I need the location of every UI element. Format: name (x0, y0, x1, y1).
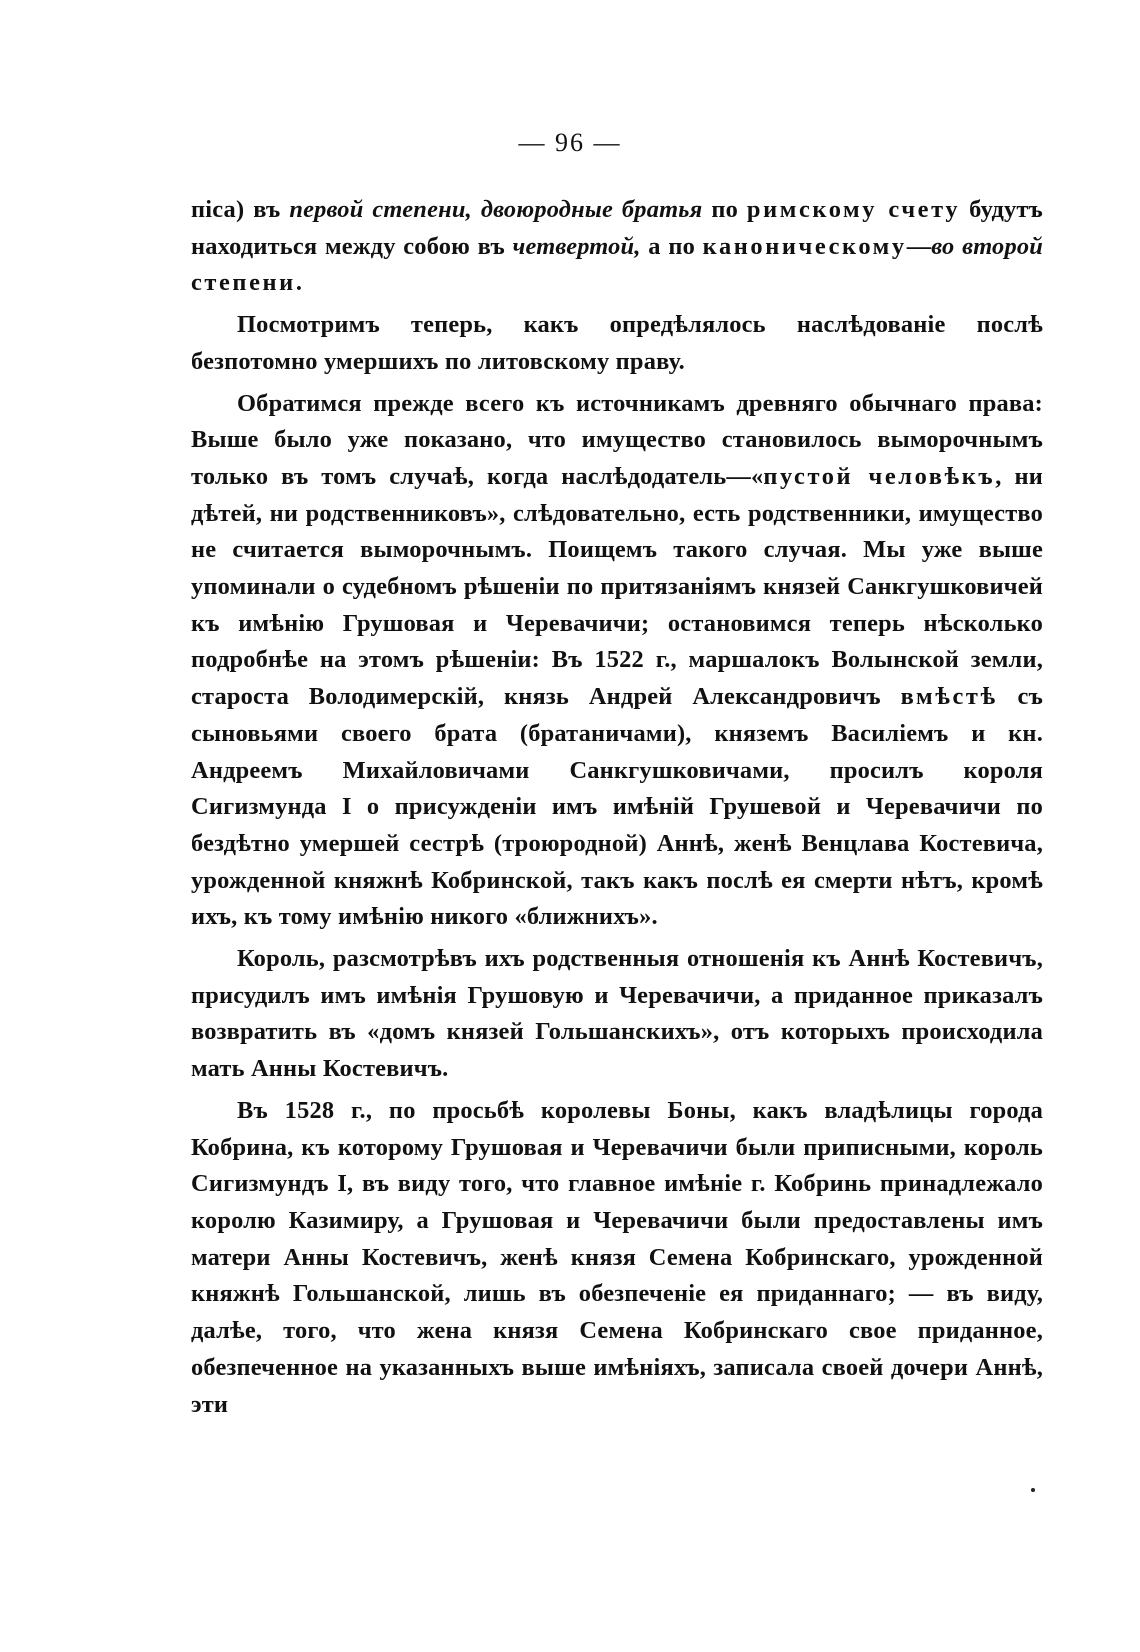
p1-italic-fourth: четвертой, (512, 232, 641, 260)
paragraph-4: Король, разсмотрѣвъ ихъ родственныя отношенія къ Аннѣ Костевичъ, присудилъ имъ имѣнія Грушовую и Черевачичи, а приданное приказалъ возвратить въ «домъ князей Гольшанскихъ», отъ которыхъ происходила мать Анны Костевичъ. (191, 945, 1043, 1083)
p3-text-a: Обратимся прежде всего къ источникамъ древняго обычнаго права: Выше было уже показано, что имущество становилось выморочнымъ только въ томъ случаѣ, когда наслѣдодатель—« (191, 389, 1043, 490)
body-text (191, 192, 1043, 1428)
p1-italic-degree: первой степени, двоюродные братья (289, 196, 703, 223)
p1-italic-second: во второй (931, 232, 1044, 260)
p3-text-b: , ни дѣтей, ни родственниковъ», слѣдовательно, есть родственники, имущество не считается выморочнымъ. Поищемъ такого случая. Мы уже выше упоминали о судебномъ рѣшеніи по притязаніямъ князей Санкгушковичей къ имѣнію Грушовая и Черевачичи; остановимся теперь нѣсколько подробнѣе на этомъ рѣшеніи: Въ 1522 г., маршалокъ Волынской земли, староста Володимерскій, князь Андрей Александровичъ (191, 462, 1043, 711)
p1-text-d: а по (640, 232, 703, 260)
page-number: — 96 — (518, 128, 622, 157)
paragraph-3 (191, 386, 1043, 937)
paragraph-5: Въ 1528 г., по просьбѣ королевы Боны, какъ владѣлицы города Кобрина, къ которому Грушовая и Черевачичи были приписными, король Сигизмундъ I, въ виду того, что главное имѣніе г. Кобринь принадлежало королю Казимиру, а Грушовая и Черевачичи были предоставлены имъ матери Анны Костевичъ, женѣ князя Семена Кобринскаго, урожденной княжнѣ Гольшанской, лишь въ обезпеченіе ея приданнаго; — въ виду, далѣе, того, что жена князя Семена Кобринскаго свое приданное, обезпеченное на указанныхъ выше имѣніяхъ, записала своей дочери Аннѣ, эти (191, 1096, 1043, 1418)
p1-spaced-canonical: каноническому (702, 232, 907, 260)
p1-text-a: піса) въ (191, 196, 290, 223)
p3-spaced-together: вмѣстѣ (900, 683, 998, 711)
p1-text-c: будутъ находиться между собою въ (191, 196, 1043, 260)
p1-text-b: по (702, 196, 747, 223)
p1-spaced-roman-count: римскому счету (746, 196, 961, 223)
paragraph-1 (191, 192, 1043, 302)
ink-speck (1031, 1488, 1035, 1492)
paragraph-2: Посмотримъ теперь, какъ опредѣлялось наслѣдованіе послѣ безпотомно умершихъ по литовскому праву. (191, 311, 1043, 375)
p1-spaced-degree: степени. (191, 269, 305, 297)
p3-text-c: съ сыновьями своего брата (братаничами), княземъ Василіемъ и кн. Андреемъ Михайловичами Санкгушковичами, просилъ короля Сигизмунда I о присужденіи имъ имѣній Грушевой и Черевачичи по бездѣтно умершей сестрѣ (троюродной) Аннѣ, женѣ Венцлава Костевича, урожденной княжнѣ Кобринской, такъ какъ послѣ ея смерти нѣтъ, кромѣ ихъ, къ тому имѣнію никого «ближнихъ». (191, 683, 1044, 931)
p3-spaced-empty-man: пустой человѣкъ (763, 462, 996, 490)
p1-dash: — (906, 232, 932, 260)
